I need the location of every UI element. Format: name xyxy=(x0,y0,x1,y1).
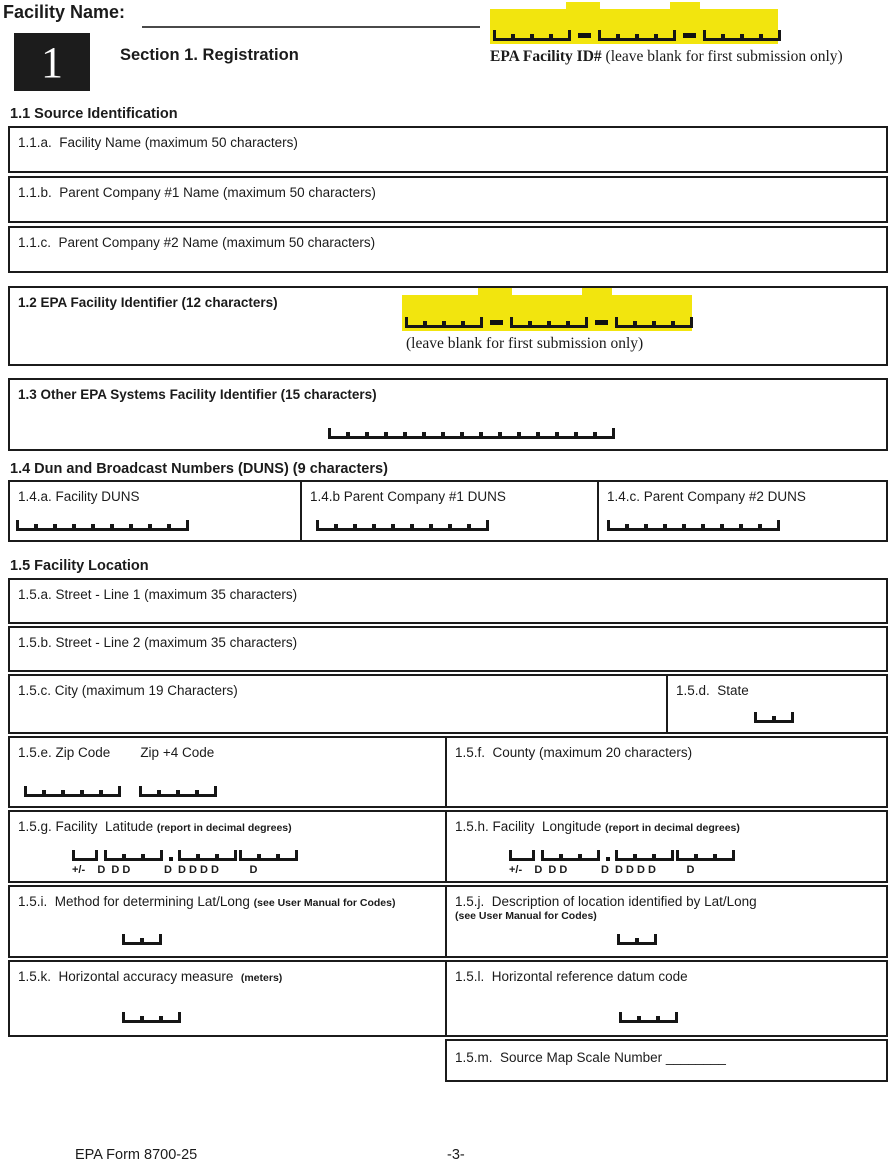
decimal-comb xyxy=(615,849,674,861)
field-1-5-l-label: 1.5.l. Horizontal reference datum code xyxy=(455,969,688,984)
field-1-5-i-note: (see User Manual for Codes) xyxy=(253,897,396,909)
field-1-5-e-combs[interactable] xyxy=(24,785,217,797)
section-number-badge xyxy=(14,33,90,91)
field-1-4-a-comb[interactable] xyxy=(16,519,189,531)
field-1-5-f xyxy=(447,738,886,806)
highlight-bump xyxy=(670,2,700,10)
epa-id-caption xyxy=(490,48,843,66)
field-1-5-l xyxy=(447,962,886,1035)
field-1-5-b xyxy=(8,626,888,672)
section-number: 1 xyxy=(41,37,63,87)
field-1-4-b-label: 1.4.b Parent Company #1 DUNS xyxy=(310,489,506,504)
field-1-1-b xyxy=(8,176,888,223)
field-1-3-label: 1.3 Other EPA Systems Facility Identifier (15 characters) xyxy=(18,387,377,402)
field-1-4-c-label: 1.4.c. Parent Company #2 DUNS xyxy=(607,489,806,504)
field-1-4-a xyxy=(10,482,300,540)
highlight-bump xyxy=(478,288,512,296)
field-1-5-a-input[interactable] xyxy=(10,604,886,622)
field-1-5-d xyxy=(668,676,886,732)
field-1-5-c-label: 1.5.c. City (maximum 19 Characters) xyxy=(18,683,238,698)
field-1-5-g-digit-labels: +/- D D D D D D D D D xyxy=(72,864,258,876)
epa-id-highlight-2 xyxy=(402,295,692,331)
row-1-5-ij xyxy=(8,885,888,958)
field-1-5-g-note: (report in decimal degrees) xyxy=(156,822,292,834)
field-1-5-f-label: 1.5.f. County (maximum 20 characters) xyxy=(455,745,693,760)
field-1-5-k-note: (meters) xyxy=(240,972,283,984)
facility-name-input-line[interactable] xyxy=(142,26,480,28)
field-1-5-g-combs[interactable] xyxy=(72,849,298,861)
field-1-3-comb[interactable] xyxy=(328,427,615,439)
facility-name-label: Facility Name: xyxy=(3,2,126,22)
field-1-5-m-input[interactable] xyxy=(447,1065,886,1080)
field-1-5-j-note: (see User Manual for Codes) xyxy=(455,910,597,922)
field-1-5-k-label: 1.5.k. Horizontal accuracy measure xyxy=(18,969,241,984)
highlight-bump xyxy=(566,2,600,10)
field-1-5-h-digit-labels: +/- D D D D D D D D D xyxy=(509,864,695,876)
row-1-5-ef xyxy=(8,736,888,808)
highlight-bump xyxy=(582,288,612,296)
decimal-comb xyxy=(676,849,735,861)
zip4-comb xyxy=(139,785,217,797)
field-1-4-b xyxy=(300,482,597,540)
epa-id-caption-bold: EPA Facility ID# xyxy=(490,48,602,65)
field-1-5-k xyxy=(10,962,447,1035)
footer-page-number: -3- xyxy=(447,1147,465,1163)
epa-facility-id-comb-2[interactable] xyxy=(405,316,693,328)
epa-id-highlight xyxy=(490,9,778,44)
field-1-5-k-comb[interactable] xyxy=(122,1011,181,1023)
field-1-5-e-label: 1.5.e. Zip Code xyxy=(18,745,111,760)
field-1-4-c-comb[interactable] xyxy=(607,519,780,531)
field-1-5-c-input[interactable] xyxy=(10,700,666,732)
sign-comb xyxy=(509,849,535,861)
field-1-5-i-label: 1.5.i. Method for determining Lat/Long xyxy=(18,894,254,909)
field-1-1-a-label: 1.1.a. Facility Name (maximum 50 characters) xyxy=(18,135,298,150)
degrees-comb xyxy=(541,849,600,861)
decimal-comb xyxy=(178,849,237,861)
field-1-5-h xyxy=(447,812,886,881)
field-1-1-c-input[interactable] xyxy=(10,252,886,271)
field-1-5-c xyxy=(10,676,668,732)
dash-separator-icon xyxy=(595,320,608,325)
dash-separator-icon xyxy=(490,320,503,325)
field-1-1-c-label: 1.1.c. Parent Company #2 Name (maximum 50 characters) xyxy=(18,235,376,250)
field-1-5-e xyxy=(10,738,447,806)
field-1-1-c xyxy=(8,226,888,273)
field-1-5-a xyxy=(8,578,888,624)
field-1-5-m xyxy=(445,1039,888,1082)
field-1-3 xyxy=(8,378,888,451)
field-1-2-label: 1.2 EPA Facility Identifier (12 characters) xyxy=(18,295,278,310)
field-1-5-g-label: 1.5.g. Facility Latitude xyxy=(18,819,157,834)
field-1-1-a-input[interactable] xyxy=(10,152,886,171)
field-1-5-h-label: 1.5.h. Facility Longitude xyxy=(455,819,606,834)
field-1-5-m-label: 1.5.m. Source Map Scale Number ________ xyxy=(455,1050,726,1065)
field-1-5-i xyxy=(10,887,447,956)
zip-comb xyxy=(24,785,121,797)
epa-facility-id-comb[interactable] xyxy=(493,29,781,41)
field-1-5-b-label: 1.5.b. Street - Line 2 (maximum 35 characters) xyxy=(18,635,298,650)
field-1-4-a-label: 1.4.a. Facility DUNS xyxy=(18,489,140,504)
field-1-1-a xyxy=(8,126,888,173)
row-1-5-gh xyxy=(8,810,888,883)
field-1-1-b-input[interactable] xyxy=(10,202,886,221)
field-1-5-l-comb[interactable] xyxy=(619,1011,678,1023)
field-1-5-g xyxy=(10,812,447,881)
field-1-4-b-comb[interactable] xyxy=(316,519,489,531)
footer-form-number: EPA Form 8700-25 xyxy=(75,1147,198,1163)
field-1-2 xyxy=(8,286,888,366)
s14-heading: 1.4 Dun and Broadcast Numbers (DUNS) (9 characters) xyxy=(10,461,388,477)
field-1-5-j-comb[interactable] xyxy=(617,933,657,945)
field-1-5-f-input[interactable] xyxy=(447,762,886,806)
field-1-2-caption: (leave blank for first submission only) xyxy=(406,335,644,352)
field-1-5-e-zip4-label: Zip +4 Code xyxy=(140,745,215,760)
field-1-5-i-comb[interactable] xyxy=(122,933,162,945)
field-1-5-d-comb[interactable] xyxy=(754,711,794,723)
field-1-5-a-label: 1.5.a. Street - Line 1 (maximum 35 characters) xyxy=(18,587,298,602)
dash-separator-icon xyxy=(578,33,591,38)
sign-comb xyxy=(72,849,98,861)
field-1-5-h-note: (report in decimal degrees) xyxy=(605,822,740,834)
s14-row xyxy=(8,480,888,542)
field-1-5-b-input[interactable] xyxy=(10,652,886,670)
field-1-4-c xyxy=(597,482,890,540)
row-1-5-cd xyxy=(8,674,888,734)
decimal-point-icon xyxy=(169,857,173,861)
epa-id-caption-rest: (leave blank for first submission only) xyxy=(601,48,843,65)
s15-heading: 1.5 Facility Location xyxy=(10,558,149,574)
decimal-point-icon xyxy=(606,857,610,861)
field-1-5-d-label: 1.5.d. State xyxy=(676,683,749,698)
degrees-comb xyxy=(104,849,163,861)
dash-separator-icon xyxy=(683,33,696,38)
decimal-comb xyxy=(239,849,298,861)
field-1-1-b-label: 1.1.b. Parent Company #1 Name (maximum 50 characters) xyxy=(18,185,376,200)
field-1-5-h-combs[interactable] xyxy=(509,849,735,861)
row-1-5-kl xyxy=(8,960,888,1037)
field-1-5-j xyxy=(447,887,886,956)
field-1-5-j-label: 1.5.j. Description of location identified by Lat/Long xyxy=(455,894,757,909)
section-title: Section 1. Registration xyxy=(120,46,299,64)
s11-heading: 1.1 Source Identification xyxy=(10,106,178,122)
